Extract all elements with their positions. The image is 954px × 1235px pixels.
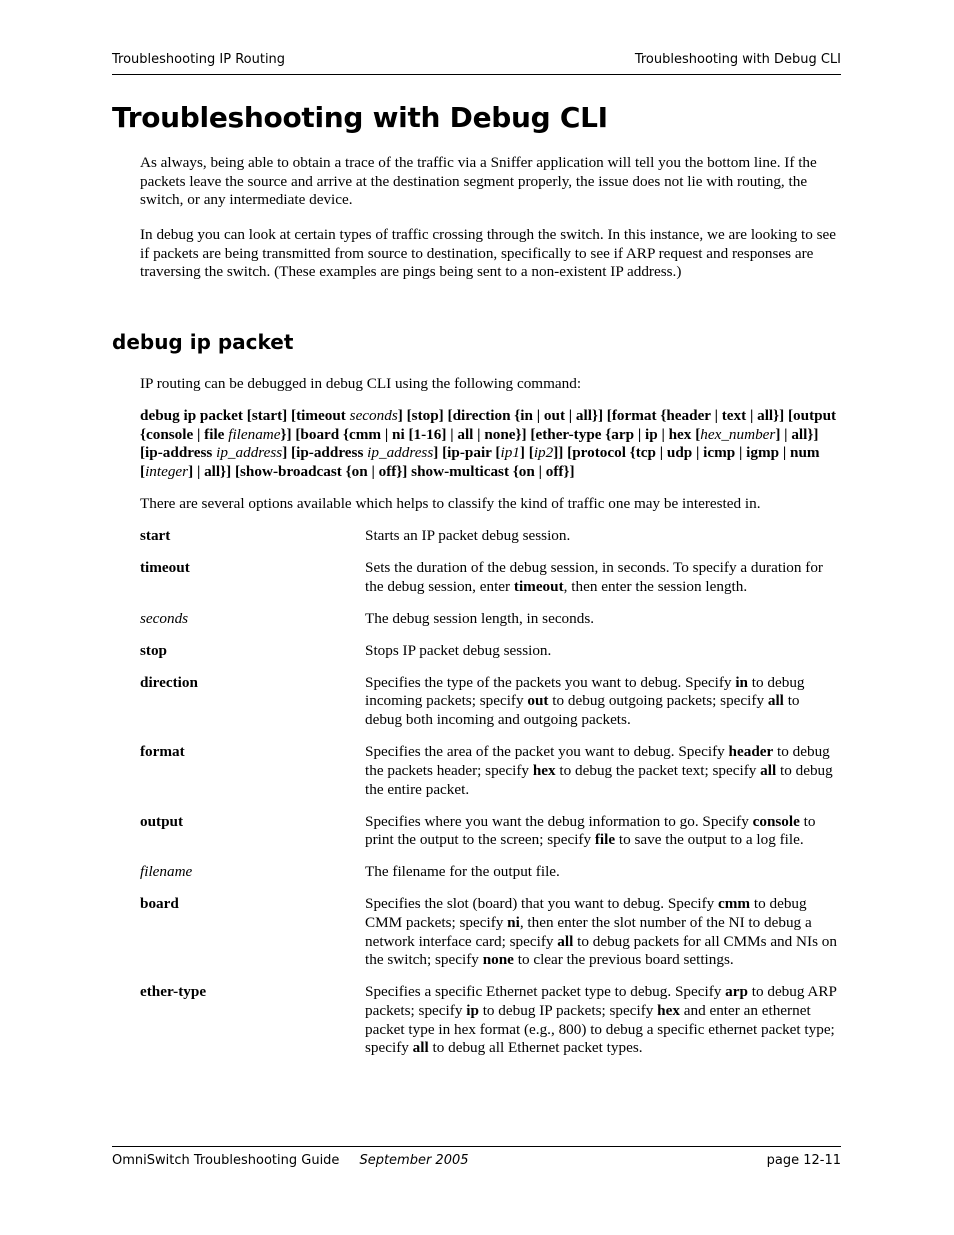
footer-page-number: page 12-11 xyxy=(766,1153,841,1168)
option-keyword: all xyxy=(760,761,777,779)
option-description xyxy=(365,813,840,850)
running-header xyxy=(112,50,841,75)
option-text: , then enter the session length. xyxy=(563,577,748,595)
option-term: output xyxy=(140,812,184,830)
command-argument: hex_number xyxy=(700,425,776,443)
option-text: to debug packets for all CMMs and NIs on the switch; specify xyxy=(365,932,837,969)
command-keyword-text: ] [ip-address xyxy=(282,444,368,462)
option-text: Specifies a specific Ethernet packet type to debug. Specify xyxy=(365,983,726,1001)
option-text: to debug the packet text; specify xyxy=(555,761,761,779)
option-row-seconds xyxy=(140,610,840,629)
paragraph-debug: In debug you can look at certain types of traffic crossing through the switch. In this instance, we are looking to see if packets are being transmitted from source to destination, specifically to see if ARP request and responses are traversing the switch. (These examples are pings being sent to a non-existent IP address.) xyxy=(140,226,837,281)
option-keyword: none xyxy=(482,951,514,969)
option-text: to clear the previous board settings. xyxy=(513,951,734,969)
page-title: Troubleshooting with Debug CLI xyxy=(112,101,608,134)
option-keyword: arp xyxy=(725,983,748,1001)
option-term: board xyxy=(140,895,179,913)
option-term: start xyxy=(140,527,171,544)
option-text: to debug IP packets; specify xyxy=(478,1002,658,1020)
option-description xyxy=(365,674,840,730)
running-footer xyxy=(112,1146,841,1168)
option-term: timeout xyxy=(140,559,190,576)
command-argument: ip2 xyxy=(533,444,554,462)
command-argument: integer xyxy=(145,463,189,481)
option-keyword: all xyxy=(557,932,574,950)
option-description xyxy=(365,863,840,882)
command-keyword-text: debug ip packet [start] [timeout xyxy=(140,407,350,424)
command-argument: filename xyxy=(228,425,281,443)
option-keyword: hex xyxy=(532,761,556,779)
header-chapter: Troubleshooting IP Routing xyxy=(112,52,286,67)
option-keyword: header xyxy=(728,743,774,761)
option-term: stop xyxy=(140,641,168,659)
option-description xyxy=(365,610,840,629)
paragraph-intro: As always, being able to obtain a trace of the traffic via a Sniffer application will tell you the bottom line. If the packets leave the source and arrive at the destination segment properly, the issue does not lie with routing, the switch, or any intermediate device. xyxy=(140,154,817,209)
option-text: Specifies the area of the packet you want to debug. Specify xyxy=(365,743,729,761)
option-keyword: ni xyxy=(507,913,520,931)
option-row-stop xyxy=(140,642,840,661)
option-keyword: ip xyxy=(466,1002,479,1020)
option-keyword: timeout xyxy=(513,577,564,595)
option-keyword: cmm xyxy=(718,895,751,913)
footer-guide-title: OmniSwitch Troubleshooting Guide xyxy=(112,1153,340,1168)
command-keyword-text: ] [ xyxy=(519,444,534,462)
command-keyword-text: ] | all}] [ip-address xyxy=(140,425,819,462)
option-text: , then enter the slot number of the NI to debug a network interface card; specify xyxy=(365,913,812,950)
command-syntax xyxy=(140,407,840,482)
option-text: to print the output to the screen; specify xyxy=(365,812,816,849)
option-keyword: in xyxy=(735,673,748,691)
option-text: to debug CMM packets; specify xyxy=(365,895,807,931)
command-argument: ip_address xyxy=(216,444,283,462)
option-term: direction xyxy=(140,673,198,691)
command-argument: ip1 xyxy=(500,444,520,462)
option-term: filename xyxy=(140,863,193,881)
option-text: to debug ARP packets; specify xyxy=(365,983,837,1020)
option-text: to debug incoming packets; specify xyxy=(365,673,805,710)
option-row-output xyxy=(140,813,840,850)
header-section: Troubleshooting with Debug CLI xyxy=(634,52,841,67)
option-row-timeout xyxy=(140,559,840,596)
option-keyword: hex xyxy=(657,1002,680,1020)
option-row-ether-type xyxy=(140,983,840,1058)
option-description xyxy=(365,527,840,546)
option-keyword: out xyxy=(527,692,549,710)
option-text: Sets the duration of the debug session, in seconds. To specify a duration for the debug session, enter xyxy=(365,559,823,595)
option-text: Specifies where you want the debug information to go. Specify xyxy=(365,812,753,830)
option-text: Specifies the slot (board) that you want to debug. Specify xyxy=(365,895,719,913)
option-keyword: console xyxy=(752,812,800,830)
command-keyword-text: ]] [protocol {tcp | udp | icmp | igmp | num [ xyxy=(140,444,820,481)
option-keyword: file xyxy=(594,831,616,849)
option-row-direction xyxy=(140,674,840,730)
options-intro: There are several options available which helps to classify the kind of traffic one may be interested in. xyxy=(140,495,761,512)
option-keyword: all xyxy=(412,1039,429,1057)
footer-guide xyxy=(112,1153,469,1168)
option-term: format xyxy=(140,743,185,761)
option-term: seconds xyxy=(140,609,189,627)
option-text: Starts an IP packet debug session. xyxy=(365,527,571,544)
command-keyword-text: }] [board {cmm | ni [1-16] | all | none}] [ether-type {arp | ip | hex [ xyxy=(280,425,701,443)
option-description xyxy=(365,895,840,970)
section-intro: IP routing can be debugged in debug CLI using the following command: xyxy=(140,375,582,392)
options-table xyxy=(140,527,840,1071)
option-row-filename xyxy=(140,863,840,882)
option-text: to debug all Ethernet packet types. xyxy=(428,1039,643,1057)
section-heading: debug ip packet xyxy=(112,330,294,354)
command-keyword-text: ] [stop] [direction {in | out | all}] [format {header | text | all}] [output {console | file xyxy=(140,407,837,443)
option-row-start xyxy=(140,527,840,546)
footer-date: September 2005 xyxy=(359,1153,469,1168)
option-description xyxy=(365,983,840,1058)
option-row-format xyxy=(140,743,840,799)
option-text: and enter an ethernet packet type in hex format (e.g., 800) to debug a specific ethernet packet type; specify xyxy=(365,1002,835,1057)
command-argument: ip_address xyxy=(367,444,434,462)
option-text: to debug the entire packet. xyxy=(365,761,833,798)
option-text: Stops IP packet debug session. xyxy=(365,641,552,659)
option-text: to debug outgoing packets; specify xyxy=(548,692,768,710)
option-text: to debug the packets header; specify xyxy=(365,743,830,779)
option-keyword: all xyxy=(767,692,784,710)
option-text: The debug session length, in seconds. xyxy=(365,609,595,627)
option-text: The filename for the output file. xyxy=(365,863,560,881)
option-text: to debug both incoming and outgoing packets. xyxy=(365,692,800,729)
option-row-board xyxy=(140,895,840,970)
option-description xyxy=(365,642,840,661)
option-text: Specifies the type of the packets you want to debug. Specify xyxy=(365,673,736,691)
command-argument: seconds xyxy=(349,407,398,424)
option-description xyxy=(365,559,840,596)
command-keyword-text: ] | all}] [show-broadcast {on | off}] show-multicast {on | off}] xyxy=(188,463,575,481)
option-term: ether-type xyxy=(140,983,207,1001)
command-keyword-text: ] [ip-pair [ xyxy=(433,444,501,462)
option-description xyxy=(365,743,840,799)
option-text: to save the output to a log file. xyxy=(615,831,804,849)
